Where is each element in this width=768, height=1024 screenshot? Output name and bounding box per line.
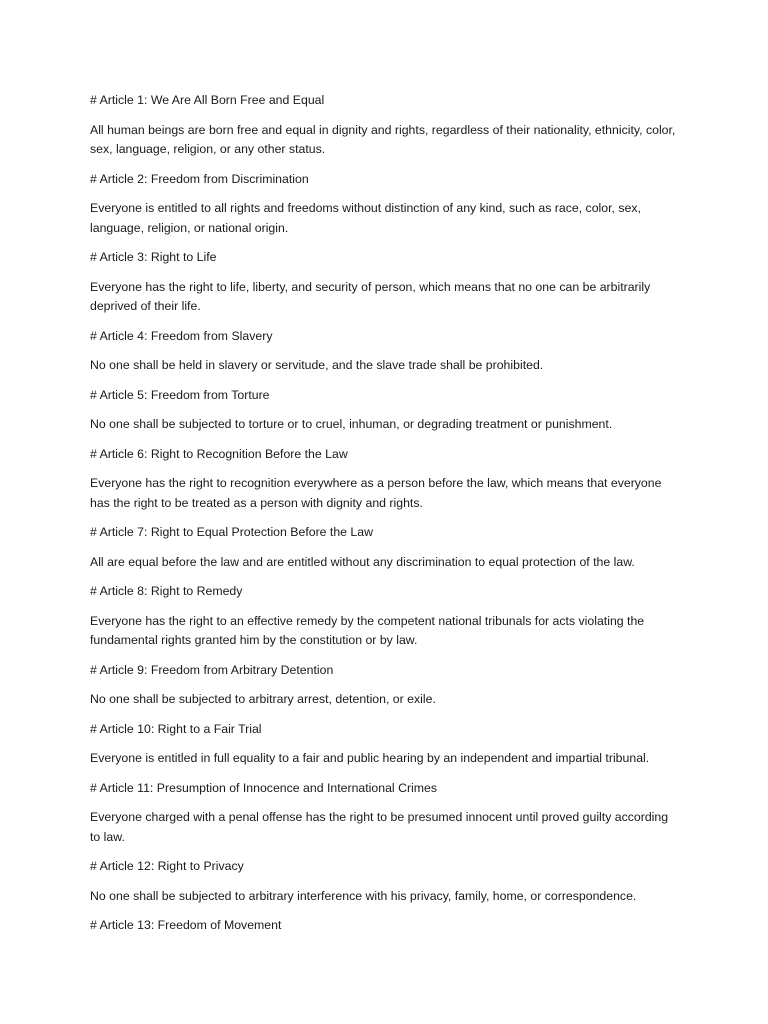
article-8-text: Everyone has the right to an effective remedy by the competent national tribunals for acts violating the fundamental rights granted him by the constitution or by law. [90,613,645,647]
document-page [90,91,680,946]
article-9-text: No one shall be subjected to arbitrary arrest, detention, or exile. [90,692,436,706]
article-7-heading: # Article 7: Right to Equal Protection Before the Law [90,525,373,539]
article-1-text: All human beings are born free and equal in dignity and rights, regardless of their nationality, ethnicity, color, sex, language, religion, or any other status. [90,122,676,156]
article-11-text: Everyone charged with a penal offense has the right to be presumed innocent until proved guilty according to law. [90,810,669,844]
article-2-heading: # Article 2: Freedom from Discrimination [90,171,309,186]
article-4-text: No one shall be held in slavery or servitude, and the slave trade shall be prohibited. [90,358,544,372]
article-4-heading: # Article 4: Freedom from Slavery [90,328,273,343]
article-12-heading: # Article 12: Right to Privacy [90,859,244,873]
article-2-text: Everyone is entitled to all rights and freedoms without distinction of any kind, such as race, color, sex, language, religion, or national origin. [90,201,641,235]
article-7-text: All are equal before the law and are entitled without any discrimination to equal protection of the law. [90,554,635,569]
article-3-text: Everyone has the right to life, liberty, and security of person, which means that no one can be arbitrarily deprived of their life. [90,279,651,313]
article-12-text: No one shall be subjected to arbitrary interference with his privacy, family, home, or correspondence. [90,888,637,903]
article-9-heading: # Article 9: Freedom from Arbitrary Detention [90,662,334,677]
article-8-heading: # Article 8: Right to Remedy [90,584,243,598]
article-10-heading: # Article 10: Right to a Fair Trial [90,721,262,736]
article-10-text: Everyone is entitled in full equality to a fair and public hearing by an independent and impartial tribunal. [90,751,650,765]
article-5-heading: # Article 5: Freedom from Torture [90,387,270,402]
article-13-heading: # Article 13: Freedom of Movement [90,918,282,932]
article-5-text: No one shall be subjected to torture or to cruel, inhuman, or degrading treatment or punishment. [90,417,613,431]
article-1-heading: # Article 1: We Are All Born Free and Equal [90,93,325,107]
article-3-heading: # Article 3: Right to Life [90,250,217,264]
article-11-heading: # Article 11: Presumption of Innocence and International Crimes [90,780,438,795]
article-6-heading: # Article 6: Right to Recognition Before the Law [90,446,348,461]
article-6-text: Everyone has the right to recognition everywhere as a person before the law, which means that everyone has the right to be treated as a person with dignity and rights. [90,476,662,510]
